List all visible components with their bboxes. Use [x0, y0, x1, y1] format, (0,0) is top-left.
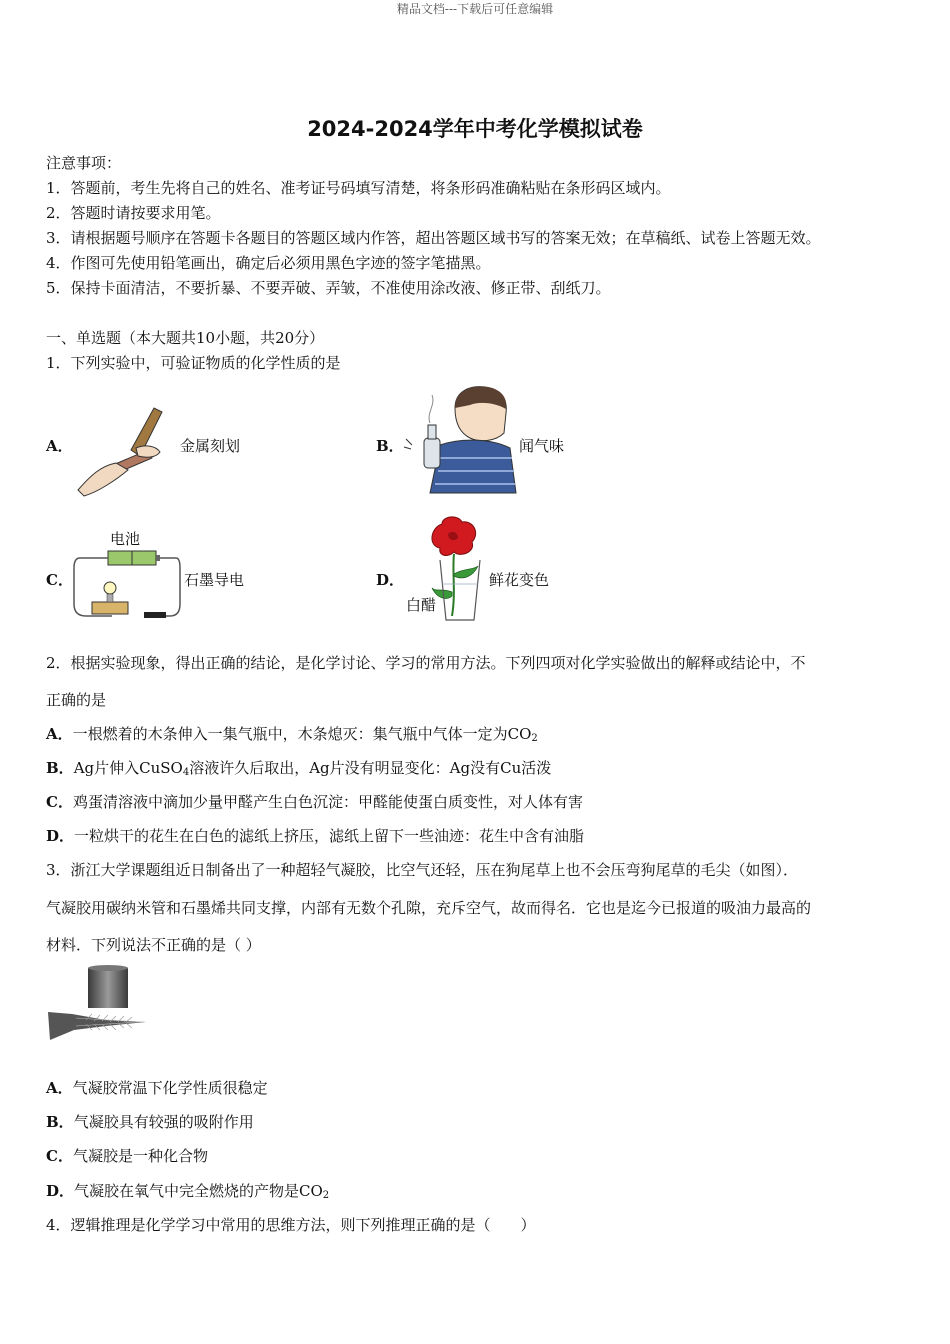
- question-2-stem: 2．根据实验现象，得出正确的结论，是化学讨论、学习的常用方法。下列四项对化学实验做出的解释或结论中，不: [46, 654, 806, 672]
- option-label: A．: [46, 725, 73, 743]
- section-heading: 一、单选题（本大题共10小题，共20分）: [46, 329, 325, 347]
- q3-option-c: [46, 1145, 208, 1166]
- option-text: 气凝胶是一种化合物: [72, 1147, 208, 1165]
- q1-option-d-caption: 鲜花变色: [489, 571, 550, 589]
- q1-option-a-caption: 金属刻划: [180, 437, 241, 455]
- option-label: A．: [46, 1079, 73, 1097]
- metal-scratch-figure: [76, 400, 186, 500]
- q3-option-a: [46, 1077, 268, 1098]
- subscript: 4: [182, 767, 190, 778]
- q2-option-c: [46, 791, 583, 812]
- option-label: C．: [46, 1147, 73, 1165]
- notice-item: 1．答题前，考生先将自己的姓名、准考证号码填写清楚，将条形码准确粘贴在条形码区域内。: [46, 179, 671, 197]
- page-title: 2024-2024学年中考化学模拟试卷: [307, 117, 643, 141]
- option-text: Ag片伸入CuSO: [73, 759, 183, 777]
- q2-option-b: [46, 757, 551, 778]
- option-text: 一粒烘干的花生在白色的滤纸上挤压，滤纸上留下一些油迹：花生中含有油脂: [74, 827, 585, 845]
- notice-item: 4．作图可先使用铅笔画出，确定后必须用黑色字迹的签字笔描黑。: [46, 254, 491, 272]
- q1-option-b-label: B．: [376, 437, 404, 455]
- notice-heading: 注意事项：: [46, 154, 122, 172]
- vinegar-label: 白醋: [406, 596, 437, 614]
- q3-option-b: [46, 1111, 254, 1132]
- question-1-stem: 1．下列实验中，可验证物质的化学性质的是: [46, 354, 341, 372]
- option-label: C．: [46, 793, 73, 811]
- q1-option-a-label: A．: [46, 437, 73, 455]
- subscript: 2: [531, 733, 538, 744]
- aerogel-figure: [46, 964, 150, 1044]
- question-3-stem: 材料．下列说法不正确的是（ ）: [46, 936, 261, 954]
- page-header: 精品文档---下载后可任意编辑: [396, 2, 554, 16]
- q3-option-d: [46, 1180, 329, 1201]
- q2-option-d: [46, 825, 584, 846]
- option-text: 气凝胶在氧气中完全燃烧的产物是CO: [74, 1182, 323, 1200]
- notice-item: 3．请根据题号顺序在答题卡各题目的答题区域内作答，超出答题区域书写的答案无效；在草稿纸、试卷上答题无效。: [46, 229, 821, 247]
- notice-item: 2．答题时请按要求用笔。: [46, 204, 221, 222]
- question-3-stem: 气凝胶用碳纳米管和石墨烯共同支撑，内部有无数个孔隙，充斥空气，故而得名．它也是迄今已报道的吸油力最高的: [46, 899, 812, 917]
- q1-option-d-label: D．: [376, 571, 405, 589]
- q2-option-a: [46, 723, 538, 744]
- option-label: D．: [46, 1182, 75, 1200]
- option-label: B．: [46, 1113, 74, 1131]
- notice-item: 5．保持卡面清洁，不要折暴、不要弄破、弄皱，不准使用涂改液、修正带、刮纸刀。: [46, 279, 611, 297]
- q1-option-b-caption: 闻气味: [519, 437, 565, 455]
- smelling-gas-figure: [400, 383, 520, 495]
- battery-label: 电池: [110, 530, 141, 548]
- option-label: B．: [46, 759, 74, 777]
- graphite-circuit-figure: [72, 524, 184, 624]
- question-4-stem: 4．逻辑推理是化学学习中常用的思维方法，则下列推理正确的是（ ）: [46, 1216, 536, 1234]
- option-text: 一根燃着的木条伸入一集气瓶中，木条熄灭：集气瓶中气体一定为CO: [72, 725, 532, 743]
- question-2-stem: 正确的是: [46, 691, 107, 709]
- flower-vinegar-figure: [402, 512, 492, 624]
- q1-option-c-label: C．: [46, 571, 73, 589]
- option-text: 气凝胶具有较强的吸附作用: [73, 1113, 254, 1131]
- option-label: D．: [46, 827, 75, 845]
- option-text: 气凝胶常温下化学性质很稳定: [72, 1079, 268, 1097]
- option-text: 鸡蛋清溶液中滴加少量甲醛产生白色沉淀：甲醛能使蛋白质变性，对人体有害: [72, 793, 583, 811]
- q1-option-c-caption: 石墨导电: [184, 571, 245, 589]
- option-text: 溶液许久后取出，Ag片没有明显变化：Ag没有Cu活泼: [189, 759, 552, 777]
- subscript: 2: [322, 1190, 330, 1201]
- question-3-stem: 3．浙江大学课题组近日制备出了一种超轻气凝胶，比空气还轻，压在狗尾草上也不会压弯狗尾草的毛尖（如图）．: [46, 861, 799, 879]
